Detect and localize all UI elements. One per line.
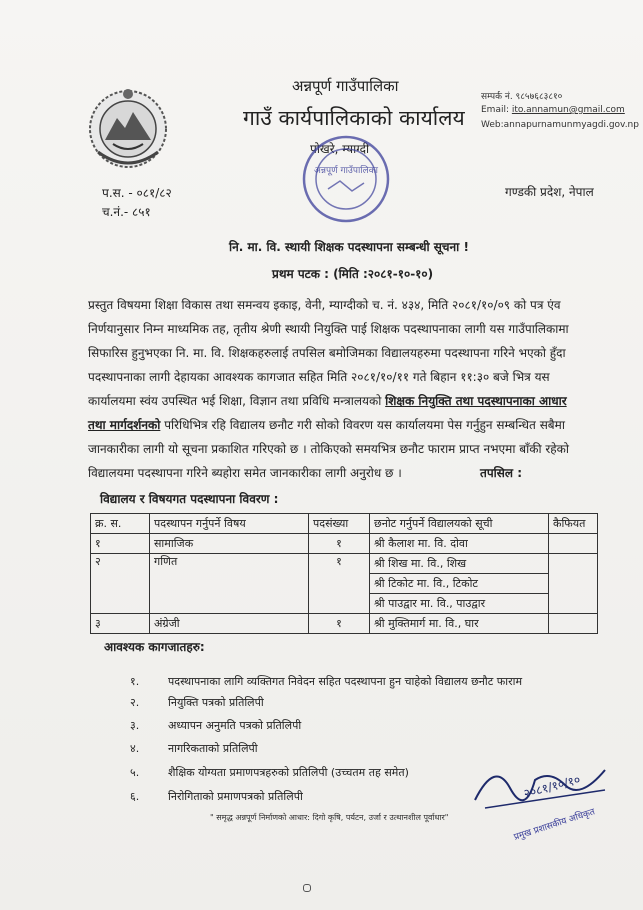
office-seal-stamp [300,133,392,225]
office-name: अन्नपूर्ण गाउँपालिका [292,77,399,95]
contact-email [481,105,625,115]
province-name: गण्डकी प्रदेश, नेपाल [505,185,594,199]
nepal-emblem-logo [83,82,173,174]
email-link[interactable]: ito.annamun@gmail.com [511,105,625,115]
seal-text: अन्नपूर्ण गाउँपालिका [314,166,378,176]
cell-subject: सामाजिक [150,534,309,554]
body-line-6 [88,416,565,433]
tapasil-label: तपसिल : [480,466,522,480]
contact-phone: सम्पर्क नं. ९८५७६८३८१० [481,92,563,102]
col-subject: पदस्थापन गर्नुपर्ने विषय [150,514,309,534]
cell-remarks [549,554,598,614]
col-serial: क्र. स. [91,514,150,534]
posting-table [90,513,598,634]
punch-hole-mark [303,884,311,892]
body-line-5-text: कार्यालयमा स्वंय उपस्थित भई शिक्षा, विज्ञान तथा प्रविधि मन्त्रालयको [88,394,382,408]
officer-stamp: प्रमुख प्रशासकीय अधिकृत [512,807,597,843]
doc-number: ६. [130,790,140,803]
ref-chalani-number: च.नं.- ८५१ [102,205,151,219]
body-line-2: निर्णयानुसार निम्न माध्यमिक तह, तृतीय श्रेणी स्थायी नियुक्ति पाई शिक्षक पदस्थापनाका लागी यस गाउँपालिकामा [88,322,569,336]
doc-number: २. [130,696,140,709]
guideline-phrase-1: शिक्षक नियुक्ति तथा पदस्थापनाका आधार [385,394,567,408]
col-post-count: पदसंख्या [309,514,370,534]
doc-item: नागरिकताको प्रतिलिपी [168,742,258,755]
footer-slogan: " समृद्ध अन्नपूर्ण निर्माणको आधार: दिगो कृषि, पर्यटन, उर्जा र उत्थानशील पूर्वाधार" [210,813,449,822]
cell-serial: २ [91,554,150,614]
documents-title: आवश्यक कागजातहरु: [104,640,205,654]
doc-number: ४. [130,742,140,755]
posting-table-title: विद्यालय र विषयगत पदस्थापना विवरण : [100,492,279,506]
body-line-4: पदस्थापनाका लागी देहायका आवश्यक कागजात सहित मिति २०८१/१०/११ गते बिहान ११:३० बजे भित्र यस [88,370,550,384]
cell-school: श्री मुक्तिमार्ग मा. वि., घार [370,614,549,634]
doc-number: ३. [130,719,140,732]
cell-serial: ३ [91,614,150,634]
body-line-8: विद्यालयमा पदस्थापना गरिने ब्यहोरा समेत जानकारीका लागी अनुरोध छ । [88,466,402,480]
body-line-6-text: परिधिभित्र रहि विद्यालय छनौट गरी सोको विवरण यस कार्यालयमा पेस गर्नुहुन सम्बन्धित सबैमा [164,418,565,432]
doc-number: १. [130,675,140,688]
body-line-3: सिफारिस हुनुभएका नि. मा. वि. शिक्षकहरुलाई तपसिल बमोजिमका विद्यालयहरुमा पदस्थापना गरिने भएको हुँदा [88,346,566,360]
doc-item: नियुक्ति पत्रको प्रतिलिपी [168,696,264,709]
cell-school: श्री पाउद्वार मा. वि., पाउद्वार [370,594,549,614]
cell-count: १ [309,534,370,554]
officer-signature [455,730,635,850]
cell-subject: गणित [150,554,309,614]
signature-date: २०८१/१०/१० [522,772,582,801]
body-line-1: प्रस्तुत विषयमा शिक्षा विकास तथा समन्वय इकाइ, वेनी, म्याग्दीको च. नं. ४३४, मिति २०८१/१०/०९ को पत्र एंव [88,298,561,312]
ref-fiscal-year: प.स. - ०८१/८२ [102,186,172,200]
cell-count: १ [309,554,370,614]
body-line-7: जानकारीका लागी यो सूचना प्रकाशित गरिएको छ । तोकिएको समयभित्र छनौट फाराम प्राप्त नभएमा बाँकी रहेको [88,442,569,456]
cell-school: श्री शिख मा. वि., शिख [370,554,549,574]
doc-item: निरोगिताको प्रमाणपत्रको प्रतिलिपी [168,790,303,803]
guideline-phrase-2: तथा मार्गदर्शनको [88,418,161,432]
doc-item: पदस्थापनाका लागि व्यक्तिगत निवेदन सहित पदस्थापना हुन चाहेको विद्यालय छनौट फाराम [168,675,523,688]
cell-count: १ [309,614,370,634]
table-row [91,554,598,574]
cell-remarks [549,534,598,554]
doc-number: ५. [130,766,140,779]
table-row [91,534,598,554]
doc-item: शैक्षिक योग्यता प्रमाणपत्रहरुको प्रतिलिपी (उच्चतम तह समेत) [168,766,409,779]
email-label: Email: [481,105,512,115]
body-line-5 [88,392,567,409]
cell-school: श्री कैलाश मा. वि. दोवा [370,534,549,554]
table-row [91,614,598,634]
office-district: पोखरे, म्याग्दी [310,142,370,156]
cell-remarks [549,614,598,634]
col-school-list: छनोट गर्नुपर्ने विद्यालयको सूची [370,514,549,534]
table-header-row [91,514,598,534]
doc-item: अध्यापन अनुमति पत्रको प्रतिलिपी [168,719,302,732]
contact-web[interactable]: Web:annapurnamunmyagdi.gov.np [481,120,639,130]
notice-round-date: प्रथम पटक : (मिति :२०८१-१०-१०) [272,267,434,281]
office-title: गाउँ कार्यपालिकाको कार्यालय [243,106,465,130]
cell-serial: १ [91,534,150,554]
cell-subject: अंग्रेजी [150,614,309,634]
notice-subject: नि. मा. वि. स्थायी शिक्षक पदस्थापना सम्बन्धी सूचना ! [229,240,469,254]
col-remarks: कैफियत [549,514,598,534]
cell-school: श्री टिकोट मा. वि., टिकोट [370,574,549,594]
